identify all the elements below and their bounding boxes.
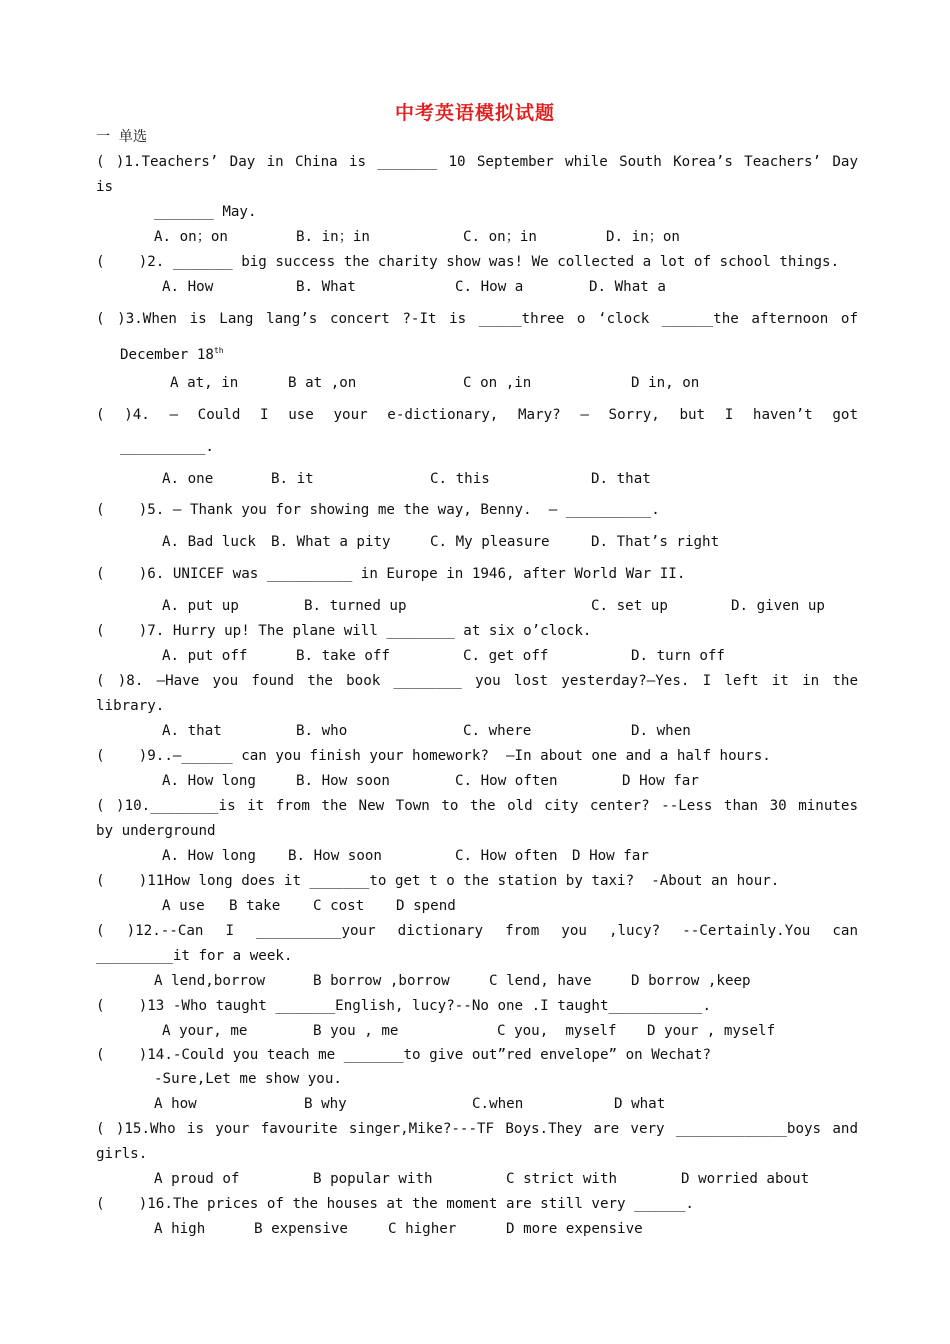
q4-option-c: C. this (430, 471, 490, 487)
q10-option-c: C. How often (455, 848, 558, 864)
q2-option-c: C. How a (455, 279, 524, 295)
q9-option-d: D How far (622, 773, 699, 789)
question-3-text: ( )3.When is Lang lang’s concert ?-It is _____three o ‘clock ______the afternoon of (96, 311, 858, 327)
q8-option-b: B. who (296, 723, 348, 739)
q12-option-a: A lend,borrow (154, 973, 266, 989)
q10-option-a: A. How long (162, 848, 256, 864)
q14-option-c: C.when (472, 1096, 524, 1112)
q3-option-c: C on ,in (463, 375, 532, 391)
q4-option-b: B. it (271, 471, 314, 487)
q5-option-a: A. Bad luck (162, 534, 256, 550)
q15-option-a: A proud of (154, 1171, 240, 1187)
q16-option-d: D more expensive (506, 1221, 643, 1237)
q2-option-a: A. How (162, 279, 214, 295)
question-9-text: ( )9..—______ can you finish your homework? —In about one and a half hours. (96, 748, 771, 764)
q12-option-c: C lend, have (489, 973, 592, 989)
q3-option-a: A at, in (170, 375, 239, 391)
q13-option-d: D your , myself (647, 1023, 776, 1039)
q15-option-c: C strict with (506, 1171, 618, 1187)
q6-option-a: A. put up (162, 598, 239, 614)
q11-option-b: B take (229, 898, 281, 914)
q13-option-c: C you, myself (497, 1023, 617, 1039)
q6-option-c: C. set up (591, 598, 668, 614)
section-heading: 一 单选 (96, 129, 148, 145)
q12-option-b: B borrow ,borrow (313, 973, 450, 989)
q1-option-d: D. in；on (606, 229, 680, 245)
question-10-text-cont: by underground (96, 823, 216, 839)
q16-option-c: C higher (388, 1221, 457, 1237)
question-4-text: ( )4. — Could I use your e-dictionary, Mary? — Sorry, but I haven’t got (96, 407, 858, 423)
q9-option-a: A. How long (162, 773, 256, 789)
q15-option-d: D worried about (681, 1171, 810, 1187)
question-8-text: ( )8. —Have you found the book ________ you lost yesterday?—Yes. I left it in the (96, 673, 858, 689)
question-13-text: ( )13 -Who taught _______English, lucy?--No one .I taught___________. (96, 998, 711, 1014)
q2-option-d: D. What a (589, 279, 666, 295)
q3-date: December 18 (120, 347, 214, 363)
page-title: 中考英语模拟试题 (394, 102, 555, 124)
q8-option-d: D. when (631, 723, 691, 739)
q1-option-b: B. in；in (296, 229, 370, 245)
q11-option-a: A use (162, 898, 205, 914)
q8-option-c: C. where (463, 723, 532, 739)
q7-option-a: A. put off (162, 648, 248, 664)
q15-option-b: B popular with (313, 1171, 433, 1187)
question-6-text: ( )6. UNICEF was __________ in Europe in 1946, after World War II. (96, 566, 686, 582)
question-15-text-cont: girls. (96, 1146, 148, 1162)
q5-option-c: C. My pleasure (430, 534, 550, 550)
q7-option-c: C. get off (463, 648, 549, 664)
question-1-text-cont2: _______ May. (154, 204, 257, 220)
q14-option-a: A how (154, 1096, 197, 1112)
q3-option-b: B at ,on (288, 375, 357, 391)
q9-option-c: C. How often (455, 773, 558, 789)
question-8-text-cont: library. (96, 698, 165, 714)
q1-option-c: C. on；in (463, 229, 537, 245)
q3-option-d: D in, on (631, 375, 700, 391)
question-15-text: ( )15.Who is your favourite singer,Mike?---TF Boys.They are very _____________boys and (96, 1121, 858, 1137)
q10-option-b: B. How soon (288, 848, 382, 864)
q5-option-d: D. That’s right (591, 534, 720, 550)
question-3-text-cont (120, 341, 882, 365)
q14-option-d: D what (614, 1096, 666, 1112)
question-10-text: ( )10.________is it from the New Town to the old city center? --Less than 30 minutes (96, 798, 858, 814)
q11-option-d: D spend (396, 898, 456, 914)
q7-option-b: B. take off (296, 648, 390, 664)
question-7-text: ( )7. Hurry up! The plane will ________ at six o’clock. (96, 623, 592, 639)
q5-option-b: B. What a pity (271, 534, 391, 550)
question-4-text-cont: __________. (120, 439, 214, 455)
q2-option-b: B. What (296, 279, 356, 295)
q12-option-d: D borrow ,keep (631, 973, 751, 989)
q13-option-b: B you , me (313, 1023, 399, 1039)
question-12-text: ( )12.--Can I __________your dictionary from you ,lucy? --Certainly.You can (96, 923, 858, 939)
q13-option-a: A your, me (162, 1023, 248, 1039)
question-14-text: ( )14.-Could you teach me _______to give out”red envelope” on Wechat? (96, 1047, 711, 1063)
question-5-text: ( )5. — Thank you for showing me the way, Benny. — __________. (96, 502, 660, 518)
q6-option-b: B. turned up (304, 598, 407, 614)
q3-date-suffix: th (213, 346, 224, 355)
q7-option-d: D. turn off (631, 648, 725, 664)
q8-option-a: A. that (162, 723, 222, 739)
q9-option-b: B. How soon (296, 773, 390, 789)
question-2-text: ( )2. _______ big success the charity show was! We collected a lot of school things. (96, 254, 840, 270)
q14-option-b: B why (304, 1096, 347, 1112)
q4-option-d: D. that (591, 471, 651, 487)
question-1-text: ( )1.Teachers’ Day in China is _______ 10 September while South Korea’s Teachers’ Day (96, 154, 858, 170)
question-11-text: ( )11How long does it _______to get t o the station by taxi? -About an hour. (96, 873, 780, 889)
question-1-text-cont: is (96, 179, 114, 195)
q10-option-d: D How far (572, 848, 649, 864)
q16-option-a: A high (154, 1221, 206, 1237)
q6-option-d: D. given up (731, 598, 825, 614)
question-14-text-cont: -Sure,Let me show you. (154, 1071, 342, 1087)
question-16-text: ( )16.The prices of the houses at the moment are still very ______. (96, 1196, 694, 1212)
q4-option-a: A. one (162, 471, 214, 487)
q16-option-b: B expensive (254, 1221, 348, 1237)
question-12-text-cont: _________it for a week. (96, 948, 293, 964)
q11-option-c: C cost (313, 898, 365, 914)
q1-option-a: A. on；on (154, 229, 228, 245)
